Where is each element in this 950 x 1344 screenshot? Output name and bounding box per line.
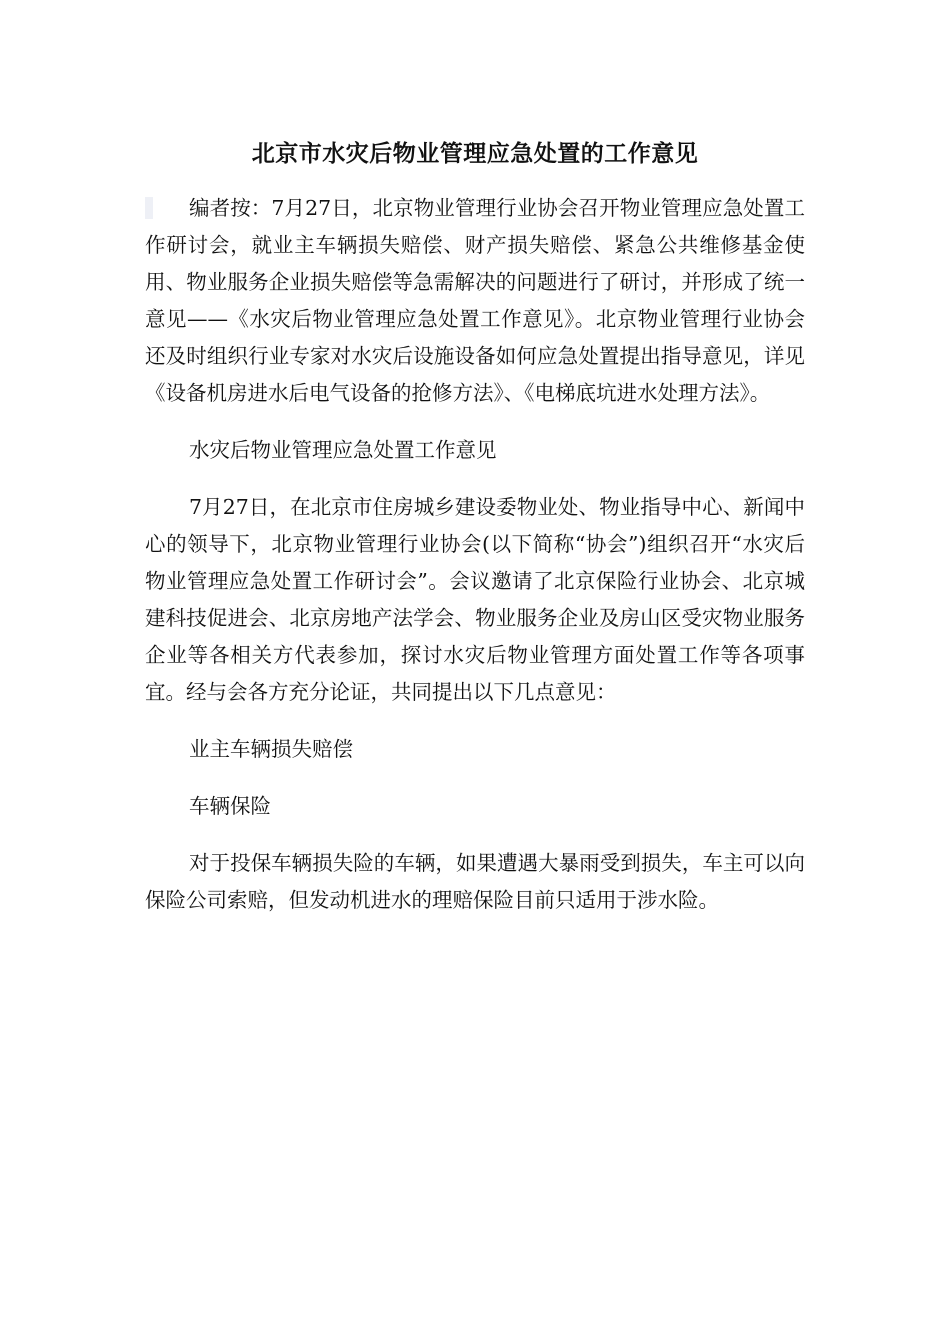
editor-note-paragraph: 编者按：7月27日，北京物业管理行业协会召开物业管理应急处置工作研讨会，就业主车辆损失赔偿、财产损失赔偿、紧急公共维修基金使用、物业服务企业损失赔偿等急需解决的问题进行了研讨，并形成了统一意见——《水灾后物业管理应急处置工作意见》。北京物业管理行业协会还及时组织行业专家对水灾后设施设备如何应急处置提出指导意见，详见《设备机房进水后电气设备的抢修方法》、《电梯底坑进水处理方法》。: [145, 196, 805, 405]
subsection-heading: 车辆保险: [189, 794, 271, 818]
body-paragraph: 7月27日，在北京市住房城乡建设委物业处、物业指导中心、新闻中心的领导下，北京物业管理行业协会(以下简称“协会”)组织召开“水灾后物业管理应急处置工作研讨会”。会议邀请了北京保险行业协会、北京城建科技促进会、北京房地产法学会、物业服务企业及房山区受灾物业服务企业等各相关方代表参加，探讨水灾后物业管理方面处置工作等各项事宜。经与会各方充分论证，共同提出以下几点意见：: [145, 495, 805, 704]
document-title: 北京市水灾后物业管理应急处置的工作意见: [251, 141, 699, 167]
body-paragraph: 对于投保车辆损失险的车辆，如果遭遇大暴雨受到损失，车主可以向保险公司索赔，但发动机进水的理赔保险目前只适用于涉水险。: [145, 851, 805, 912]
document-body: [145, 190, 805, 919]
section-heading: 水灾后物业管理应急处置工作意见: [189, 438, 497, 462]
subsection-heading: 业主车辆损失赔偿: [189, 737, 353, 761]
